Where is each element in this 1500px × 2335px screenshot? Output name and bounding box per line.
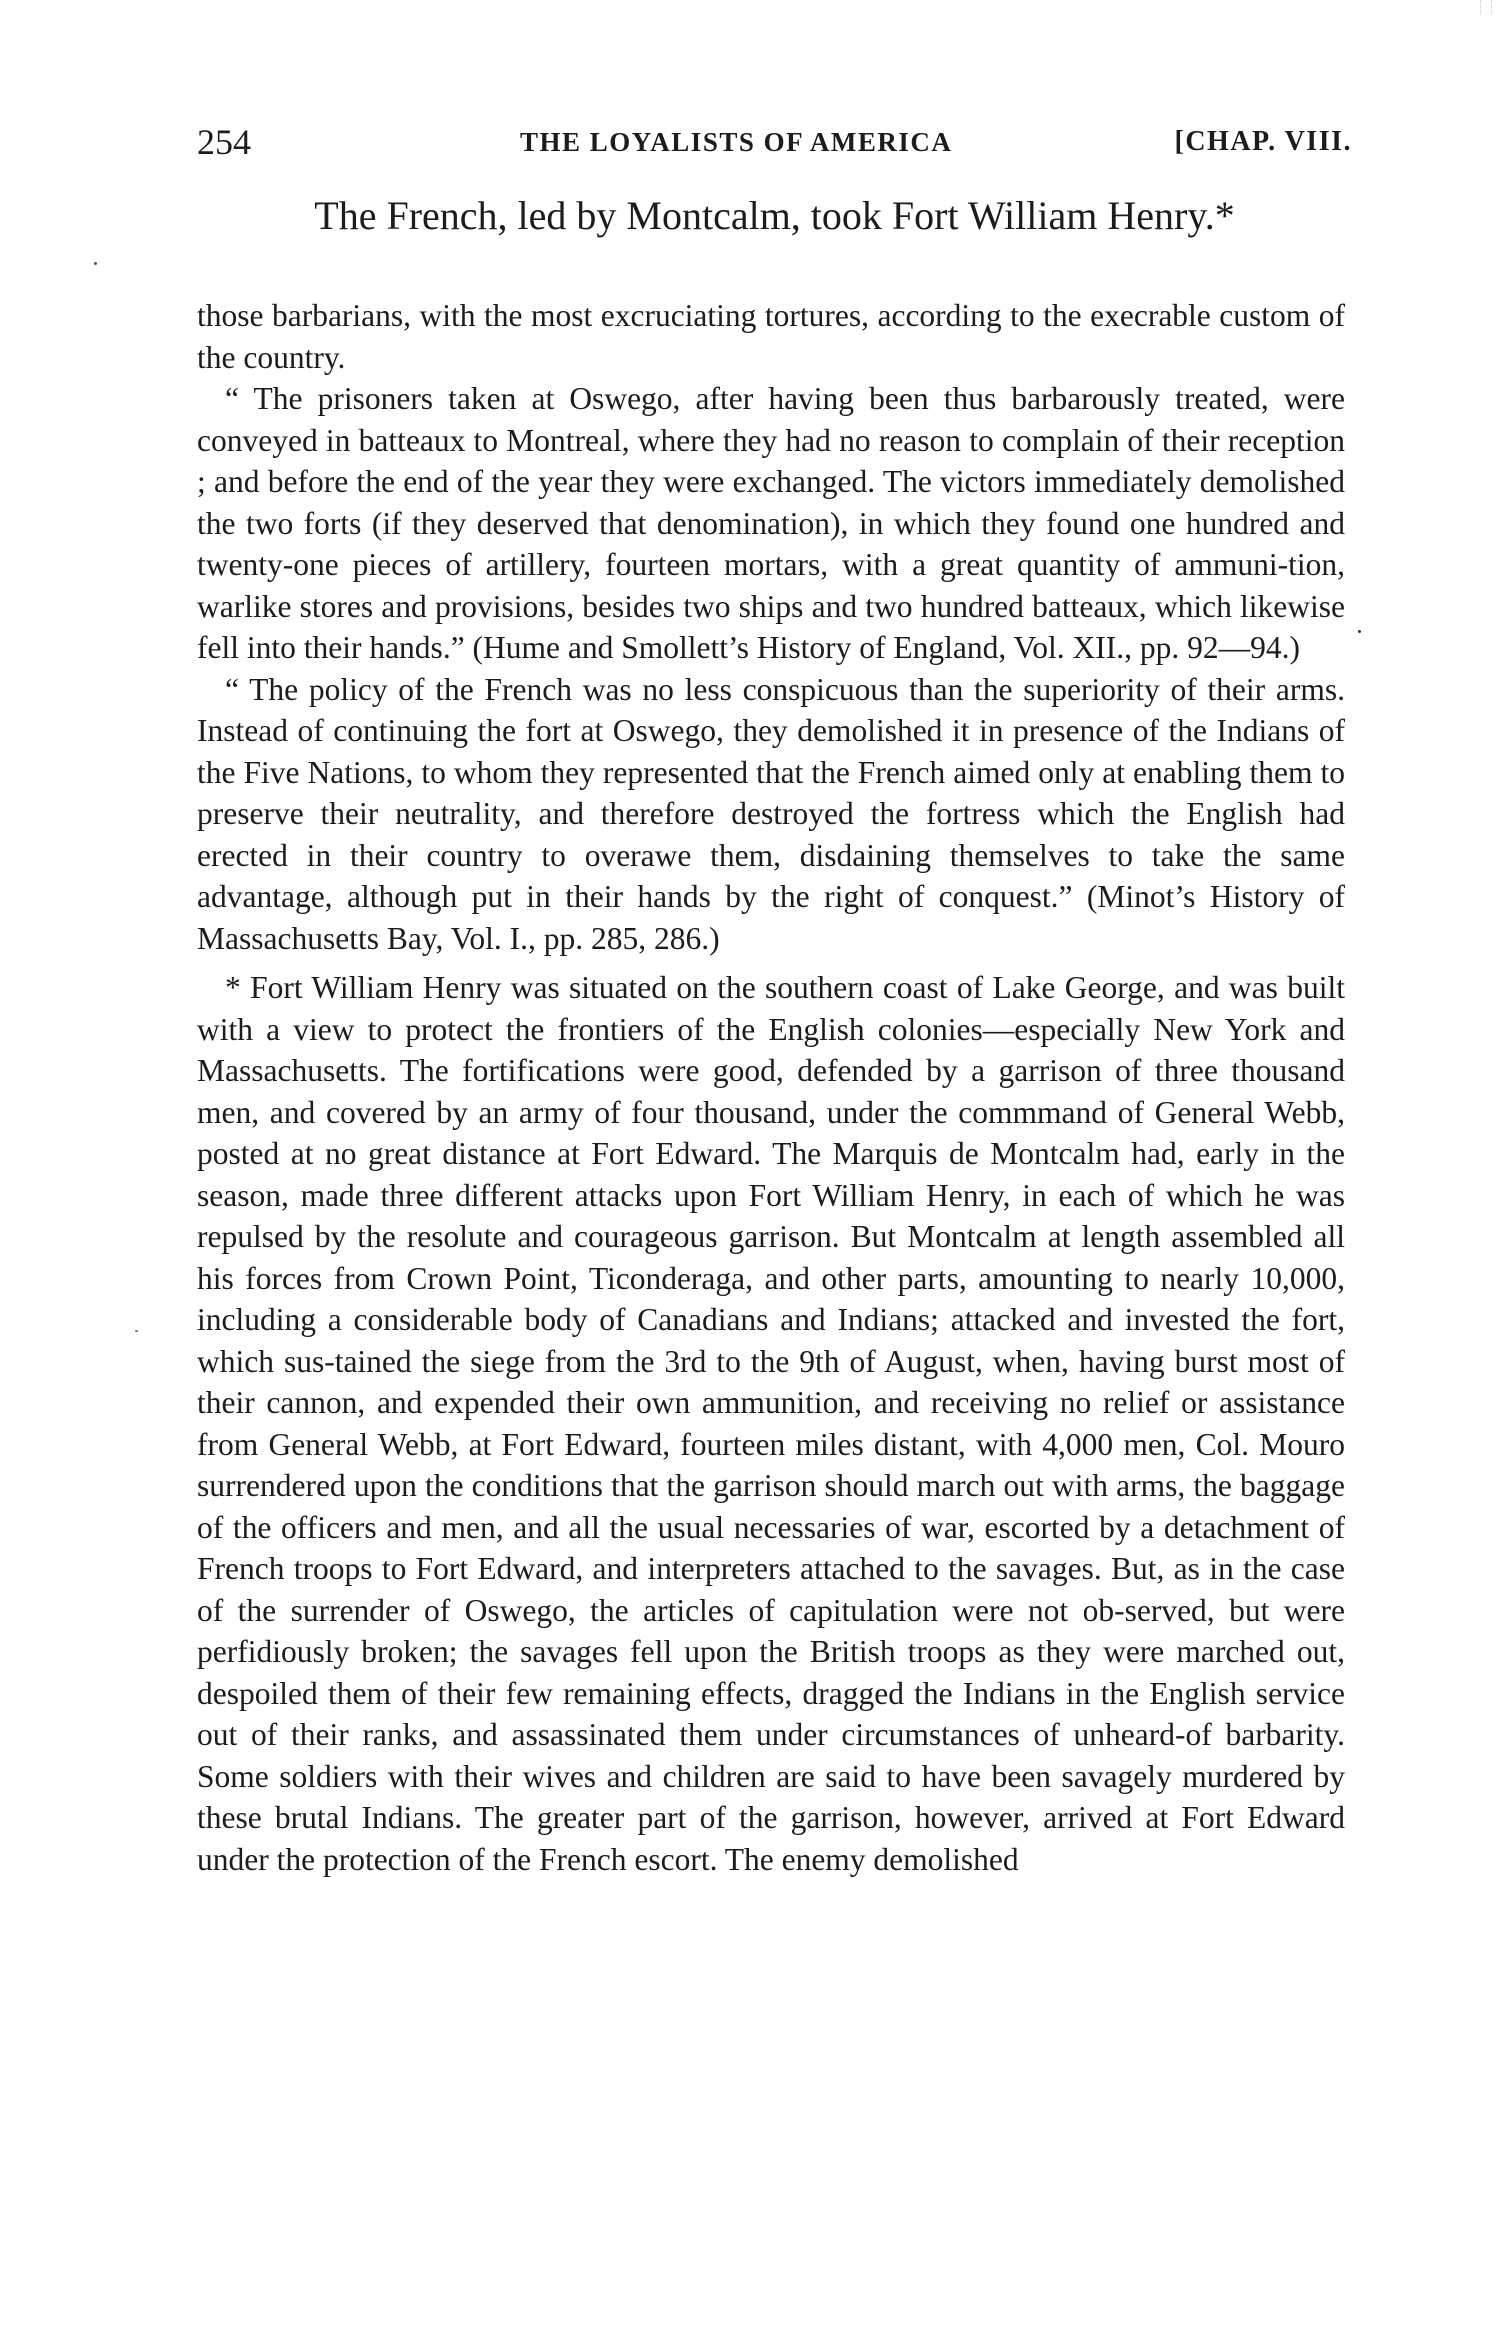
scan-speck bbox=[1358, 630, 1361, 633]
chapter-reference: [CHAP. VIII. bbox=[1174, 126, 1352, 157]
scan-speck bbox=[94, 262, 97, 265]
paragraph: those barbarians, with the most excruciating tortures, according to the execrable custom of the country. bbox=[197, 298, 1345, 375]
scan-speck bbox=[135, 1330, 138, 1332]
footnote: * Fort William Henry was situated on the southern coast of Lake George, and was built with a view to protect the frontiers of the English colonies—especially New York and Massachusetts. The fortifications were good, defended by a garrison of three thousand men, and covered by an army of four thousand, under the commmand of General Webb, posted at no great distance at Fort Edward. The Marquis de Montcalm had, early in the season, made three different attacks upon Fort William Henry, in each of which he was repulsed by the resolute and courageous garrison. But Montcalm at length assembled all his forces from Crown Point, Ticonderaga, and other parts, amounting to nearly 10,000, including a considerable body of Canadians and Indians; attacked and invested the fort, which sus-tained the siege from the 3rd to the 9th of August, when, having burst most of their cannon, and expended their own ammunition, and receiving no relief or assistance from General Webb, at Fort Edward, fourteen miles distant, with 4,000 men, Col. Mouro surrendered upon the conditions that the garrison should march out with arms, the baggage of the officers and men, and all the usual necessaries of war, escorted by a detachment of French troops to Fort Edward, and interpreters attached to the savages. But, as in the case of the surrender of Oswego, the articles of capitulation were not ob-served, but were perfidiously broken; the savages fell upon the British troops as they were marched out, despoiled them of their few remaining effects, dragged the Indians in the English service out of their ranks, and assassinated them under circumstances of unheard-of barbarity. Some soldiers with their wives and children are said to have been savagely murdered by these brutal Indians. The greater part of the garrison, however, arrived at Fort Edward under the protection of the French escort. The enemy demolished bbox=[197, 970, 1345, 1877]
scan-corner-mark bbox=[1480, 0, 1492, 14]
book-title: THE LOYALISTS OF AMERICA bbox=[520, 127, 953, 157]
section-heading: The French, led by Montcalm, took Fort William Henry.* bbox=[314, 193, 1235, 238]
paragraph: “ The prisoners taken at Oswego, after having been thus barbarously treated, were conveyed in batteaux to Montreal, where they had no reason to complain of their reception ; and before the end of the year they were exchanged. The victors immediately demolished the two forts (if they deserved that denomination), in which they found one hundred and twenty-one pieces of artillery, fourteen mortars, with a great quantity of ammuni-tion, warlike stores and provisions, besides two ships and two hundred batteaux, which likewise fell into their hands.” (Hume and Smollett’s History of England, Vol. XII., pp. 92—94.) bbox=[197, 381, 1345, 665]
page-number: 254 bbox=[197, 122, 251, 162]
paragraph: “ The policy of the French was no less conspicuous than the superiority of their arms. Instead of continuing the fort at Oswego, they demolished it in presence of the Indians of the Five Nations, to whom they represented that the French aimed only at enabling them to preserve their neutrality, and therefore destroyed the fortress which the English had erected in their country to overawe them, disdaining themselves to take the same advantage, although put in their hands by the right of conquest.” (Minot’s History of Massachusetts Bay, Vol. I., pp. 285, 286.) bbox=[197, 671, 1345, 956]
running-head bbox=[197, 118, 1352, 166]
body-text bbox=[197, 295, 1345, 1880]
